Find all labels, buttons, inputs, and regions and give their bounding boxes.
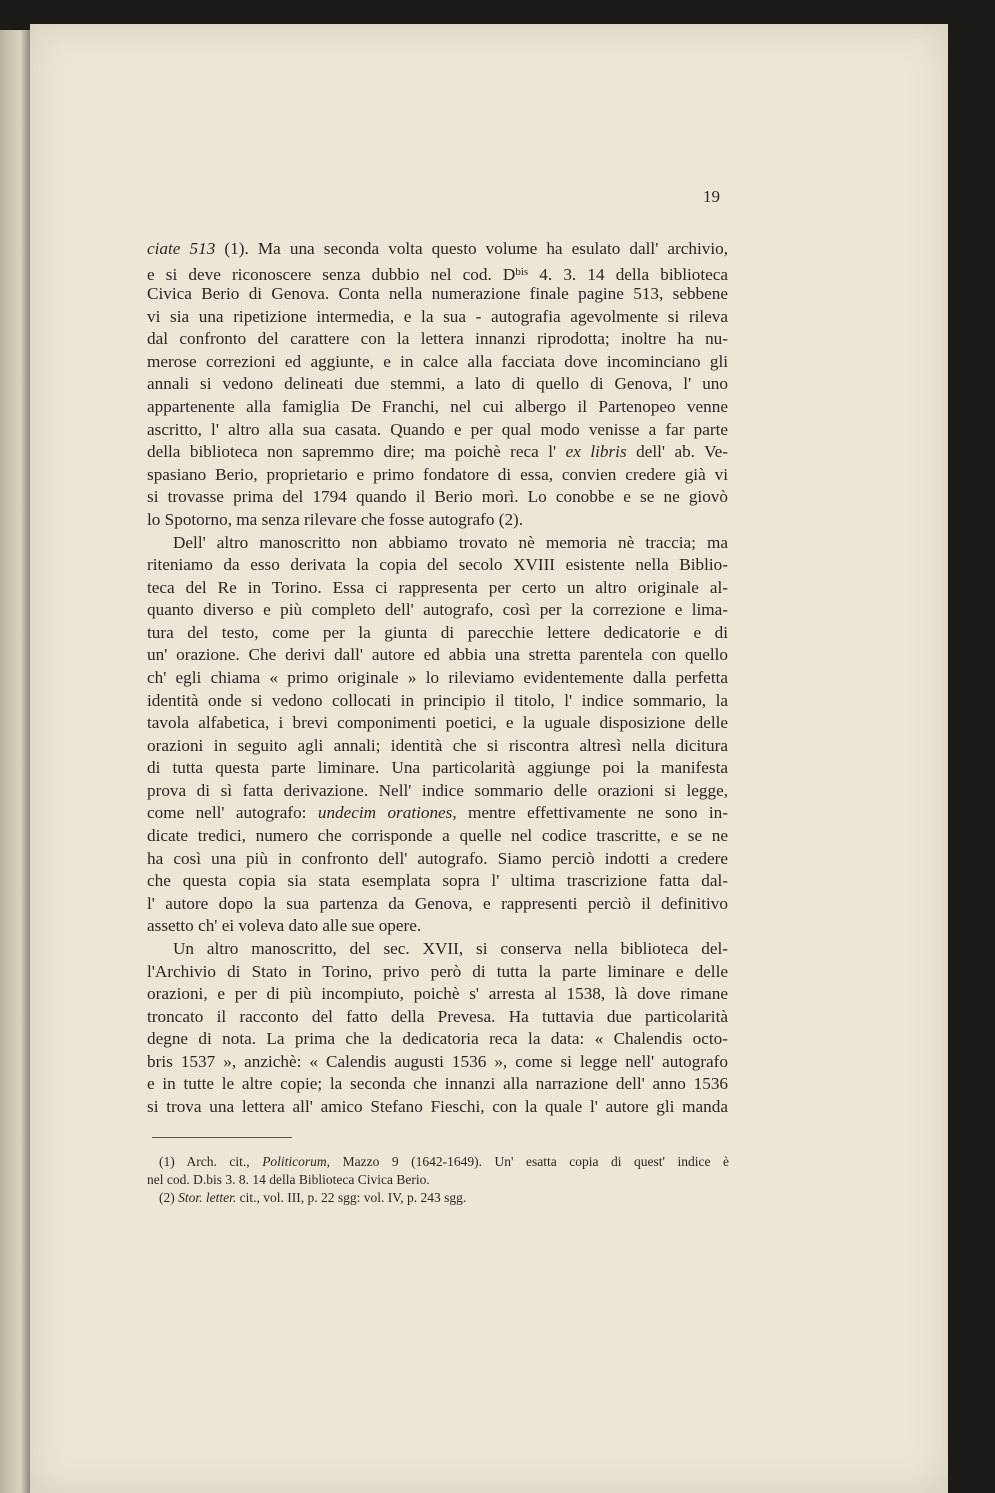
text-line xyxy=(147,893,728,916)
text: che questa copia sia stata esemplata sopra l' ultima trascrizione fatta dal- xyxy=(147,871,728,891)
text: dell' ab. Ve- xyxy=(626,442,728,462)
text-line xyxy=(147,1171,729,1189)
text: prova di sì fatta derivazione. Nell' indice sommario delle orazioni si legge, xyxy=(147,780,728,800)
text-line xyxy=(147,532,728,555)
text: lo Spotorno, ma senza rilevare che fosse autografo (2). xyxy=(147,509,524,529)
text: assetto ch' ei voleva dato alle sue opere. xyxy=(147,916,422,936)
text-line xyxy=(147,667,728,690)
text-line xyxy=(147,306,728,329)
text-line xyxy=(147,396,728,419)
italic-text: undecim orationes, xyxy=(317,803,457,823)
text-line xyxy=(147,735,728,758)
text-line xyxy=(147,261,728,284)
text: si trovasse prima del 1794 quando il Berio morì. Lo conobbe e se ne giovò xyxy=(147,487,728,507)
text: identità onde si vedono collocati in principio il titolo, l' indice sommario, la xyxy=(147,690,728,710)
text: tura del testo, come per la giunta di parecchie lettere dedicatorie e di xyxy=(147,622,728,642)
text-line xyxy=(147,870,728,893)
text: annali si vedono delineati due stemmi, a lato di quello di Genova, l' uno xyxy=(147,374,728,394)
text: e in tutte le altre copie; la seconda che innanzi alla narrazione dell' anno 1536 xyxy=(147,1074,728,1094)
italic-text: ex libris xyxy=(565,442,627,462)
text: troncato il racconto del fatto della Prevesa. Ha tuttavia due particolarità xyxy=(147,1006,728,1026)
text-line xyxy=(147,599,728,622)
text: tavola alfabetica, i brevi componimenti poetici, e la uguale disposizione delle xyxy=(147,713,728,733)
text: nel cod. D.bis 3. 8. 14 della Biblioteca Civica Berio. xyxy=(147,1172,430,1187)
text-line xyxy=(147,802,728,825)
text: riteniamo da esso derivata la copia del secolo XVIII esistente nella Biblio- xyxy=(147,555,728,575)
footnotes xyxy=(147,1153,729,1207)
text: dicate tredici, numero che corrisponde a quelle nel codice trascritte, e se ne xyxy=(147,826,728,846)
previous-page-edge xyxy=(0,30,34,1493)
text: degne di nota. La prima che la dedicatoria reca la data: « Chalendis octo- xyxy=(147,1029,728,1049)
text: merose correzioni ed aggiunte, e in calce alla facciata dove incominciano gli xyxy=(147,351,728,371)
text: Dell' altro manoscritto non abbiamo trovato nè memoria nè traccia; ma xyxy=(173,532,728,552)
paragraph xyxy=(147,938,728,1119)
text: (2) xyxy=(159,1190,179,1205)
text-line xyxy=(147,509,728,532)
text: mentre effettivamente ne sono in- xyxy=(456,803,728,823)
text-line xyxy=(147,938,728,961)
paragraph xyxy=(147,238,728,532)
text-line xyxy=(147,983,728,1006)
text-line xyxy=(147,712,728,735)
italic-text: Stor. letter. xyxy=(178,1190,237,1205)
text-line xyxy=(147,1073,728,1096)
text-line xyxy=(147,577,728,600)
text: della biblioteca non sapremmo dire; ma poichè reca l' xyxy=(147,442,566,462)
text: cit., vol. III, p. 22 sgg: vol. IV, p. 243 sgg. xyxy=(236,1190,467,1205)
text: Mazzo 9 (1642-1649). Un' esatta copia di quest' indice è xyxy=(330,1154,729,1169)
text: (1). Ma una seconda volta questo volume ha esulato dall' archivio, xyxy=(215,239,729,258)
text: ascritto, l' altro alla sua casata. Quando e per qual modo venisse a far parte xyxy=(147,419,728,439)
footnote-separator xyxy=(152,1137,292,1138)
text: orazioni in seguito agli annali; identità che si riscontra altresì nella dicitura xyxy=(147,735,728,755)
text: (1) Arch. cit., xyxy=(159,1154,263,1169)
text: 4. 3. 14 della biblioteca xyxy=(528,264,728,284)
text: si trova una lettera all' amico Stefano Fieschi, con la quale l' autore gli manda xyxy=(147,1096,728,1116)
text: di tutta questa parte liminare. Una particolarità aggiunge poi la manifesta xyxy=(147,758,728,778)
text: Un altro manoscritto, del sec. XVII, si conserva nella biblioteca del- xyxy=(173,938,728,958)
text-line xyxy=(147,1006,728,1029)
text-line xyxy=(147,1051,728,1074)
page-number: 19 xyxy=(703,187,720,206)
text-line xyxy=(147,419,728,442)
text-line xyxy=(147,283,728,306)
text-line xyxy=(147,622,728,645)
text-line xyxy=(147,238,728,261)
text-line xyxy=(147,1028,728,1051)
text-line xyxy=(147,690,728,713)
italic-text: ciate 513 xyxy=(147,239,216,258)
paragraph xyxy=(147,532,728,938)
text-line xyxy=(147,554,728,577)
text-line xyxy=(147,328,728,351)
text: ha così una più in confronto dell' autografo. Siamo perciò indotti a credere xyxy=(147,848,728,868)
text: appartenente alla famiglia De Franchi, nel cui albergo il Partenopeo venne xyxy=(147,397,728,417)
text: quanto diverso e più completo dell' autografo, così per la correzione e lima- xyxy=(147,600,728,620)
text: come nell' autografo: xyxy=(147,803,318,823)
text-line xyxy=(147,1189,729,1207)
text: orazioni, e per di più incompiuto, poichè s' arresta al 1538, là dove rimane xyxy=(147,984,728,1004)
text: ch' egli chiama « primo originale » lo rileviamo evidentemente dalla perfetta xyxy=(147,667,728,687)
text-line xyxy=(147,825,728,848)
main-text xyxy=(147,238,728,1119)
text-line xyxy=(147,757,728,780)
text: spasiano Berio, proprietario e primo fondatore di essa, convien credere già vi xyxy=(147,464,728,484)
text-line xyxy=(147,1096,728,1119)
text: e si deve riconoscere senza dubbio nel cod. D xyxy=(147,264,516,284)
footnote xyxy=(147,1189,729,1207)
text: un' orazione. Che derivi dall' autore ed abbia una stretta parentela con quello xyxy=(147,645,728,665)
text-line xyxy=(147,961,728,984)
text: teca del Re in Torino. Essa ci rappresenta per certo un altro originale al- xyxy=(147,577,728,597)
text: l'Archivio di Stato in Torino, privo però di tutta la parte liminare e delle xyxy=(147,961,728,981)
italic-text: Politicorum, xyxy=(262,1154,331,1169)
text-line xyxy=(147,373,728,396)
text: l' autore dopo la sua partenza da Genova, e rappresenti perciò il definitivo xyxy=(147,893,728,913)
text-line xyxy=(147,486,728,509)
text-line xyxy=(147,1153,729,1171)
text-line xyxy=(147,464,728,487)
text: bris 1537 », anzichè: « Calendis augusti 1536 », come si legge nell' autografo xyxy=(147,1051,728,1071)
text-line xyxy=(147,915,728,938)
text-line xyxy=(147,780,728,803)
text: vi sia una ripetizione intermedia, e la sua - autografia agevolmente si rileva xyxy=(147,306,728,326)
text-line xyxy=(147,441,728,464)
text: Civica Berio di Genova. Conta nella numerazione finale pagine 513, sebbene xyxy=(147,284,728,304)
text-line xyxy=(147,351,728,374)
text: dal confronto del carattere con la lettera innanzi riprodotta; inoltre ha nu- xyxy=(147,329,728,349)
text-line xyxy=(147,644,728,667)
superscript-text: bis xyxy=(515,265,529,278)
footnote xyxy=(147,1153,729,1189)
text-line xyxy=(147,848,728,871)
